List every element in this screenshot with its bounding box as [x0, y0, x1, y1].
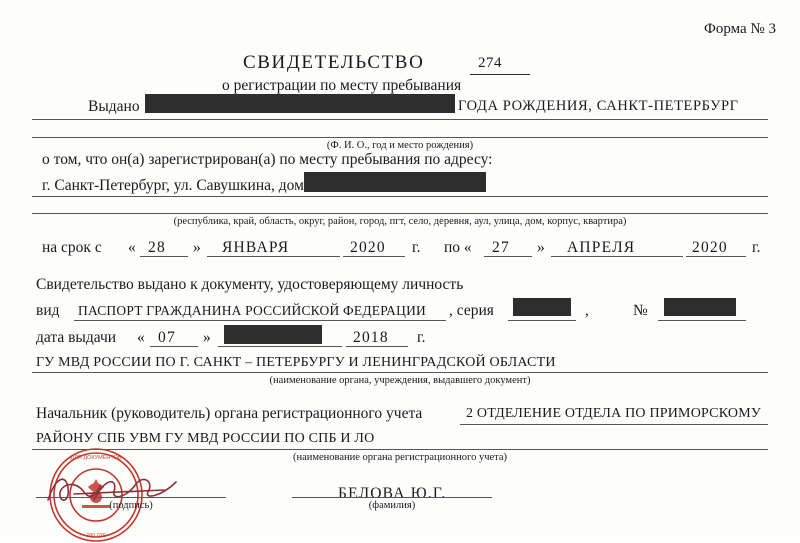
term-quote-close-to: » [537, 239, 545, 256]
surname-rule [292, 497, 492, 498]
chief-org-line2: РАЙОНУ СПБ УВМ ГУ МВД РОССИИ ПО СПБ И ЛО [36, 431, 375, 446]
issue-date-label: дата выдачи [36, 329, 117, 346]
issuing-authority-rule [32, 372, 768, 373]
signature-rule [36, 497, 226, 498]
identity-comma: , [585, 302, 589, 319]
page-title: СВИДЕТЕЛЬСТВО [243, 52, 425, 73]
chief-org-rule-1 [460, 424, 768, 425]
identity-number-label: № [633, 302, 648, 319]
address-caption: (республика, край, область, округ, район, город, пгт, село, деревня, аул, улица, дом, корпус, квартира) [173, 216, 627, 227]
svg-text:780 029: 780 029 [86, 533, 106, 539]
term-year-from: 2020 [350, 239, 386, 256]
certificate-number: 274 [478, 55, 502, 71]
redacted-issue-month [224, 325, 322, 344]
term-year-to-rule [686, 256, 746, 257]
identity-type-label: вид [36, 302, 60, 319]
term-g-to: г. [752, 239, 761, 256]
chief-surname: БЕЛОВА Ю.Г. [338, 485, 447, 502]
term-month-from: ЯНВАРЯ [222, 239, 290, 256]
issuing-authority-caption: (наименование органа, учреждения, выдавшего документ) [269, 375, 531, 386]
identity-series-rule [508, 320, 576, 321]
chief-org-line1: 2 ОТДЕЛЕНИЕ ОТДЕЛА ПО ПРИМОРСКОМУ [466, 406, 761, 421]
signature-caption: (подпись) [109, 500, 153, 511]
certificate-number-rule [470, 74, 530, 75]
chief-org-caption: (наименование органа регистрационного учета) [292, 452, 508, 463]
issued-caption: (Ф. И. О., год и место рождения) [326, 140, 474, 151]
term-year-from-rule [343, 256, 405, 257]
issued-birth-place: ГОДА РОЖДЕНИЯ, САНКТ-ПЕТЕРБУРГ [458, 98, 739, 114]
issuing-authority: ГУ МВД РОССИИ ПО Г. САНКТ – ПЕТЕРБУРГУ И ЛЕНИНГРАДСКОЙ ОБЛАСТИ [36, 355, 556, 370]
identity-intro: Свидетельство выдано к документу, удостоверяющему личность [36, 276, 464, 293]
identity-type-rule [74, 320, 446, 321]
issue-date-month-rule [218, 346, 342, 347]
term-prefix: на срок с [42, 239, 102, 256]
page-subtitle: о регистрации по месту пребывания [222, 77, 462, 94]
identity-type-value: ПАСПОРТ ГРАЖДАНИНА РОССИЙСКОЙ ФЕДЕРАЦИИ [78, 303, 426, 318]
issued-rule-2 [32, 137, 768, 138]
term-day-from-rule [140, 256, 188, 257]
term-g-from: г. [412, 239, 421, 256]
issue-date-day: 07 [158, 329, 176, 346]
term-day-to: 27 [492, 239, 510, 256]
address-rule-1 [32, 196, 768, 197]
issue-date-day-rule [150, 346, 198, 347]
redacted-name [145, 94, 455, 113]
term-po-label: по « [444, 239, 472, 256]
surname-caption: (фамилия) [368, 500, 416, 511]
term-day-to-rule [484, 256, 532, 257]
address-rule-2 [32, 213, 768, 214]
form-number: Форма № 3 [704, 21, 776, 37]
term-month-to-rule [551, 256, 683, 257]
term-year-to: 2020 [692, 239, 728, 256]
address-value: г. Санкт-Петербург, ул. Савушкина, дом [42, 177, 304, 194]
svg-text:ДЛЯ ДОКУМЕНТОВ: ДЛЯ ДОКУМЕНТОВ [70, 455, 122, 461]
term-day-from: 28 [148, 239, 166, 256]
redacted-address [304, 172, 486, 192]
issue-date-g: г. [417, 329, 426, 346]
redacted-number [664, 298, 736, 316]
registration-statement: о том, что он(а) зарегистрирован(а) по месту пребывания по адресу: [42, 151, 493, 168]
issued-rule-1 [32, 119, 768, 120]
issued-label: Выдано [88, 98, 140, 115]
term-month-to: АПРЕЛЯ [567, 239, 636, 256]
chief-label: Начальник (руководитель) органа регистрационного учета [36, 405, 423, 422]
identity-number-rule [658, 320, 746, 321]
term-quote-open: « [128, 239, 136, 256]
term-month-from-rule [207, 256, 340, 257]
issue-date-year: 2018 [353, 329, 389, 346]
term-quote-close: » [193, 239, 201, 256]
issue-date-quote-close: » [203, 329, 211, 346]
identity-series-label: , серия [449, 302, 494, 319]
issue-date-year-rule [346, 346, 408, 347]
redacted-series [513, 298, 571, 316]
issue-date-quote-open: « [137, 329, 145, 346]
